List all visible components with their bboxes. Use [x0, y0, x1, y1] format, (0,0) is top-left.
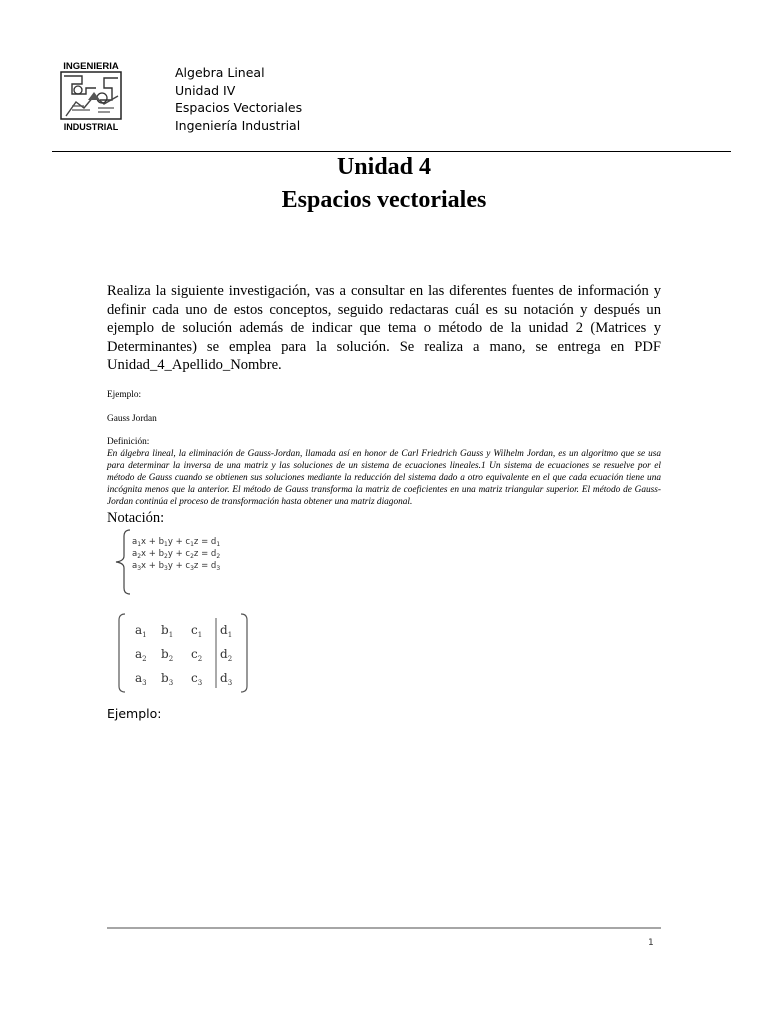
matrix-row-1: $a_1$ $b_1$ $c_1$ $d_1$	[135, 623, 233, 639]
notation-label: Notación:	[107, 510, 165, 526]
footer-divider	[107, 927, 661, 929]
definition-text: En álgebra lineal, la eliminación de Gauss-Jordan, llamada así en honor de Carl Friedrich Gauss y Wilhelm Jordan, es un algoritmo que se usa para determinar la inversa de una matriz y las soluciones de un sistema de ecuaciones lineales.1 Un sistema de ecuaciones se resuelve por el método de Gauss cuando se obtienen sus soluciones mediante la reducción del sistema dado a otro equivalente en el que cada ecuación tiene una incógnita menos que la anterior. El método de Gauss transforma la matriz de coeficientes en una matriz triangular superior. El método de Gauss-Jordan continúa el proceso de transformación hasta obtener una matriz diagonal.	[107, 449, 661, 507]
header-block	[175, 64, 302, 134]
page-title-topic: Espacios vectoriales	[281, 187, 487, 213]
logo-top-text: INGENIERIA	[63, 61, 119, 72]
augmented-matrix	[113, 612, 253, 694]
header-career: Ingeniería Industrial	[175, 117, 301, 133]
page-title-unit: Unidad 4	[336, 154, 432, 180]
header-divider	[52, 151, 731, 152]
equation-2: $a_2x + b_2y + c_2z = d_2$	[132, 549, 221, 560]
example-solution-label: Ejemplo:	[107, 706, 162, 721]
logo-bottom-text: INDUSTRIAL	[63, 122, 119, 132]
example-label: Ejemplo:	[107, 390, 142, 400]
header-unit: Unidad IV	[175, 82, 236, 98]
equation-1: $a_1x + b_1y + c_1z = d_1$	[132, 537, 221, 548]
header-course: Algebra Lineal	[175, 65, 265, 80]
equation-system	[112, 528, 272, 596]
page-number: 1	[648, 938, 654, 948]
equation-3: $a_3x + b_3y + c_3z = d_3$	[132, 561, 221, 572]
instructions-paragraph: Realiza la siguiente investigación, vas a consultar en las diferentes fuentes de información y definir cada uno de estos conceptos, seguido redactaras cuál es su notación y después un ejemplo de solución además de indicar que tema o método de la unidad 2 (Matrices y Determinantes) se emplea para la solución. Se realiza a mano, se entrega en PDF Unidad_4_Apellido_Nombre.	[107, 283, 661, 373]
ingenieria-industrial-logo	[58, 60, 124, 132]
definition-label: Definición:	[107, 437, 150, 447]
header-topic: Espacios Vectoriales	[175, 100, 303, 115]
matrix-row-3: $a_3$ $b_3$ $c_3$ $d_3$	[135, 671, 233, 687]
matrix-row-2: $a_2$ $b_2$ $c_2$ $d_2$	[135, 647, 233, 663]
example-topic: Gauss Jordan	[107, 414, 157, 424]
